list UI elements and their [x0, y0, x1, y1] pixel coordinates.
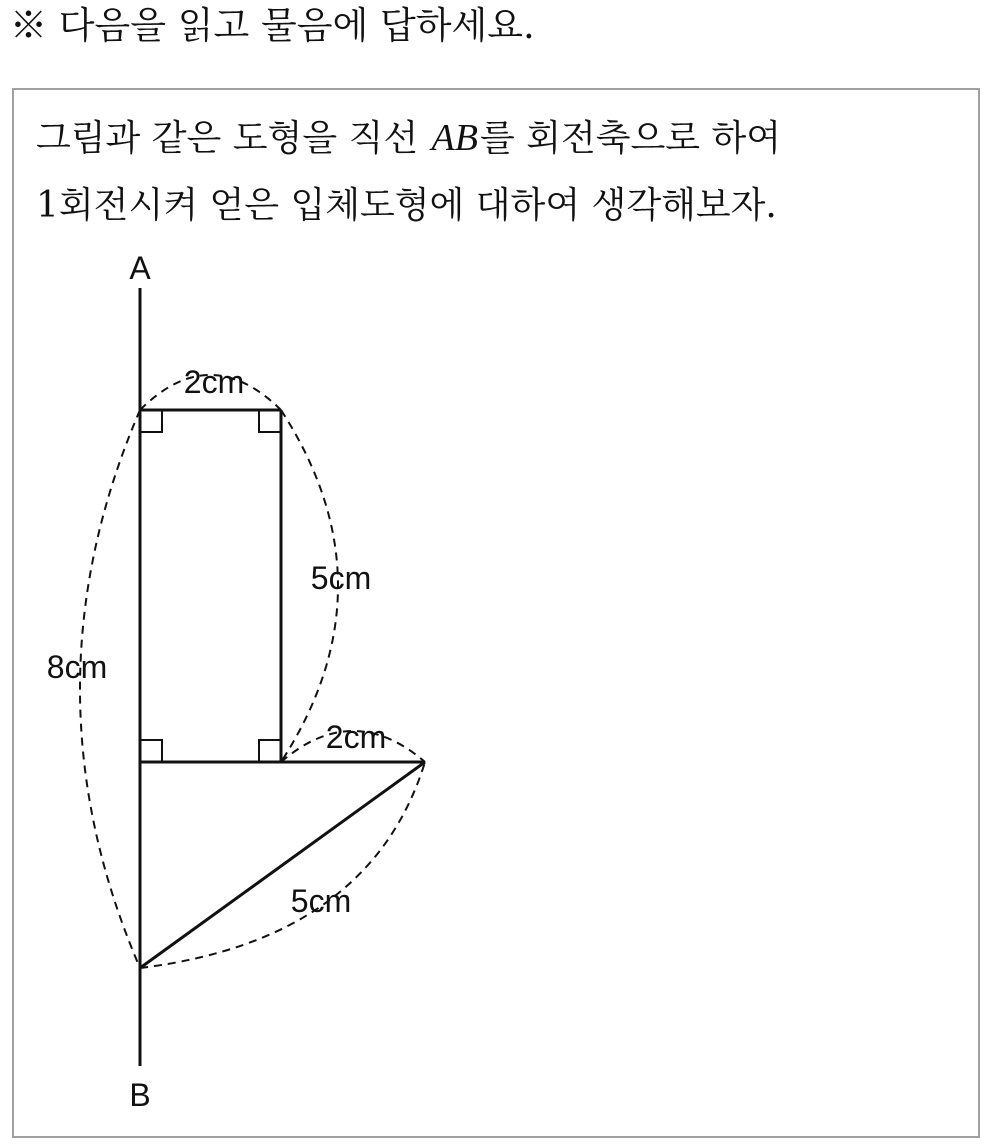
dimension-arc-total-height: [80, 410, 140, 968]
triangle-base-label: 2cm: [325, 719, 387, 755]
point-label-b: B: [129, 1077, 151, 1113]
instruction-text: ※ 다음을 읽고 물음에 답하세요.: [10, 4, 535, 47]
problem-line-1-end: 를 회전축으로 하여: [479, 118, 782, 159]
total-height-label: 8cm: [46, 649, 108, 685]
problem-line-2: 1회전시켜 얻은 입체도형에 대하여 생각해보자.: [36, 185, 777, 226]
rect-height-label: 5cm: [310, 560, 372, 596]
top-width-label: 2cm: [183, 364, 245, 400]
triangle-hypotenuse: [140, 762, 425, 968]
point-label-a: A: [129, 250, 151, 286]
rectangle-shape: [140, 410, 281, 762]
problem-line-1-start: 그림과 같은 도형을 직선: [36, 118, 430, 159]
right-angle-marks: [140, 410, 281, 762]
axis-name-AB: AB: [431, 117, 478, 159]
hypotenuse-label: 5cm: [290, 883, 352, 919]
